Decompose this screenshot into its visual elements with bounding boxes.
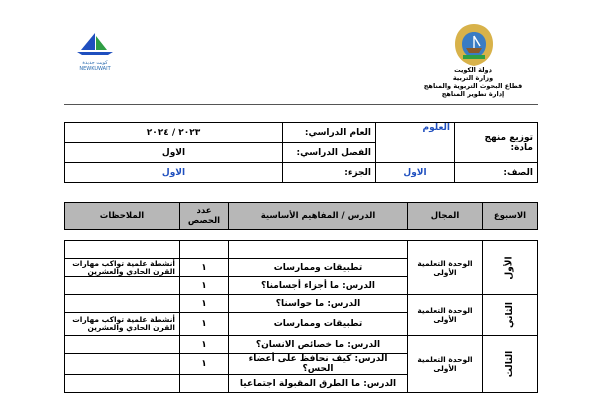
- part-label: الجزء:: [283, 163, 376, 183]
- new-kuwait-logo: [64, 30, 126, 78]
- field-cell: الوحدة التعلمية الأولى: [408, 295, 483, 336]
- lesson-cell: [229, 241, 408, 259]
- year-label: العام الدراسي:: [283, 123, 376, 143]
- table-row: [65, 336, 538, 354]
- week-label: الأول: [504, 255, 515, 280]
- field-cell: الوحدة التعلمية الأولى: [408, 241, 483, 295]
- lesson-cell: الدرس: ما الطرق المقبولة اجتماعيا: [229, 375, 408, 393]
- count-cell: ١: [180, 259, 229, 277]
- week-cell: [483, 336, 538, 393]
- subject-value: العلوم: [376, 123, 455, 163]
- note-cell: [65, 375, 180, 393]
- subject-label: توزيع منهج مادة:: [455, 123, 538, 163]
- week-label: الثاني: [504, 301, 515, 329]
- ministry-header: [410, 66, 536, 98]
- term-value: الاول: [65, 143, 283, 163]
- year-value: ٢٠٢٣ / ٢٠٢٤: [65, 123, 283, 143]
- new-kuwait-sail-icon: [75, 30, 115, 56]
- term-label: الفصل الدراسي:: [283, 143, 376, 163]
- count-cell: ١: [180, 295, 229, 313]
- table-row: [65, 241, 538, 259]
- note-cell: [65, 241, 180, 259]
- header-divider: [64, 104, 538, 105]
- lesson-cell: الدرس: ما حواسنا؟: [229, 295, 408, 313]
- count-cell: ١: [180, 277, 229, 295]
- table-header-row: [65, 203, 538, 230]
- col-field: المجال: [408, 203, 483, 230]
- count-cell: [180, 375, 229, 393]
- note-cell: أنشطة علمية تواكب مهارات القرن الحادي والعشرين: [65, 259, 180, 277]
- note-cell: [65, 354, 180, 375]
- header-line: دولة الكويت: [454, 66, 492, 74]
- lesson-cell: الدرس: ما خصائص الانسان؟: [229, 336, 408, 354]
- note-cell: [65, 295, 180, 313]
- col-week: الاسبوع: [483, 203, 538, 230]
- spacer-row: [65, 230, 538, 241]
- table-row: [65, 295, 538, 313]
- week-cell: [483, 295, 538, 336]
- note-cell: [65, 277, 180, 295]
- part-value: الاول: [65, 163, 283, 183]
- col-notes: الملاحظات: [65, 203, 180, 230]
- header-line: وزارة التربية: [452, 74, 494, 82]
- col-count: عدد الحصص: [180, 203, 229, 230]
- kuwait-emblem-icon: [449, 22, 499, 68]
- logo-arabic-text: كويت جديدة: [82, 60, 108, 66]
- grade-label: الصف:: [455, 163, 538, 183]
- count-cell: ١: [180, 313, 229, 336]
- count-cell: ١: [180, 354, 229, 375]
- curriculum-distribution-table: [64, 202, 538, 393]
- lesson-cell: تطبيقات وممارسات: [229, 313, 408, 336]
- col-lesson: الدرس / المفاهيم الأساسية: [229, 203, 408, 230]
- count-cell: [180, 241, 229, 259]
- logo-latin-text: NEWKUWAIT: [79, 66, 111, 72]
- lesson-cell: تطبيقات وممارسات: [229, 259, 408, 277]
- week-label: الثالث: [505, 350, 515, 378]
- lesson-cell: الدرس: ما أجزاء أجسامنا؟: [229, 277, 408, 295]
- lesson-cell: الدرس: كيف نحافظ على أعضاء الحس؟: [229, 354, 408, 375]
- week-cell: [483, 241, 538, 295]
- note-cell: أنشطة علمية تواكب مهارات القرن الحادي والعشرين: [65, 313, 180, 336]
- header-line: إدارة تطوير المناهج: [441, 90, 505, 98]
- note-cell: [65, 336, 180, 354]
- curriculum-info-table: [64, 122, 538, 183]
- grade-value: الاول: [376, 163, 455, 183]
- header-line: قطاع البحوث التربوية والمناهج: [423, 82, 523, 90]
- count-cell: ١: [180, 336, 229, 354]
- field-cell: الوحدة التعلمية الأولى: [408, 336, 483, 393]
